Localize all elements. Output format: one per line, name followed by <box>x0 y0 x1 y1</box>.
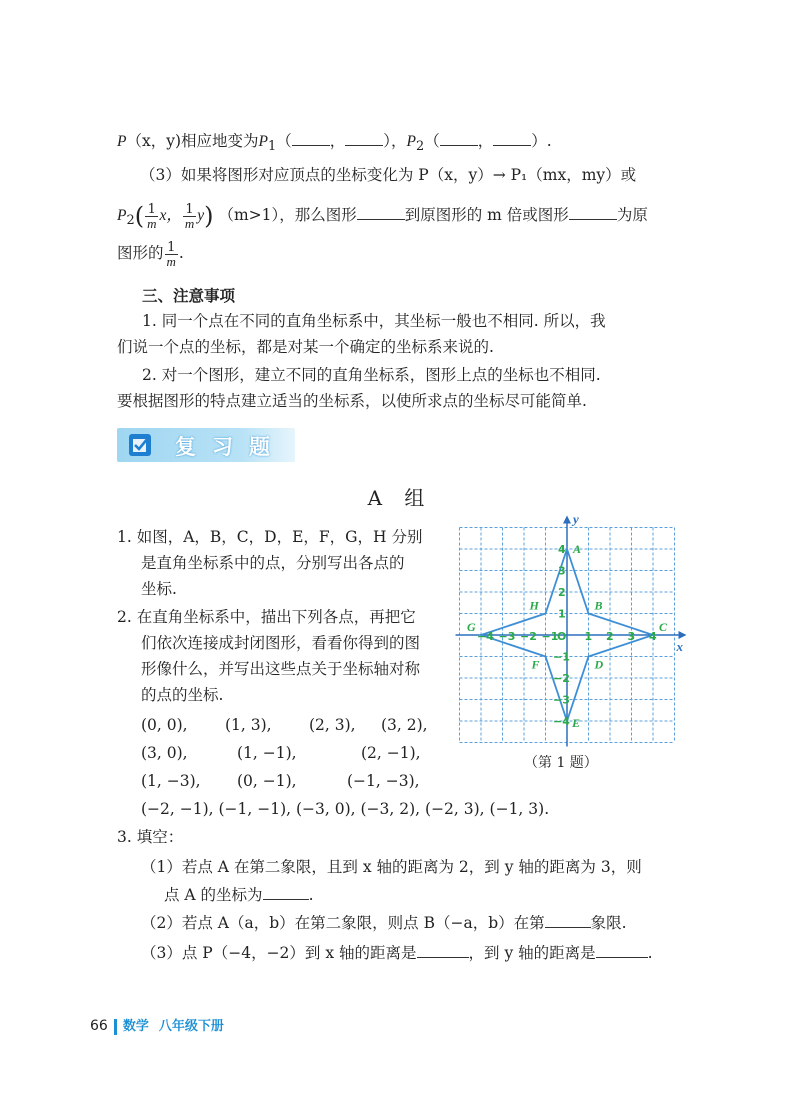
answer-blank[interactable] <box>596 943 648 958</box>
figure-caption: （第 1 题） <box>524 755 598 771</box>
y-tick-label: 4 <box>558 543 566 556</box>
y-tick-label: 3 <box>558 564 566 578</box>
text-line: （3）点 P（−4，−2）到 x 轴的距离是 ，到 y 轴的距离是 . <box>141 944 653 962</box>
text-line: 坐标. <box>141 580 177 598</box>
y-axis-arrow <box>563 516 571 524</box>
text-line: 1. 同一个点在不同的直角坐标系中，其坐标一般也不相同. 所以，我 <box>142 312 606 330</box>
answer-blank[interactable] <box>440 131 478 146</box>
x-tick-label: 2 <box>606 630 614 643</box>
x-axis-arrow <box>679 631 687 639</box>
x-tick-label: 1 <box>584 630 593 643</box>
footer-subject: 数学 <box>122 1019 149 1034</box>
text-line: 要根据图形的特点建立适当的坐标系，以使所求点的坐标尽可能简单. <box>117 392 587 410</box>
text-line: 1. 如图，A，B，C，D，E，F，G，H 分别 <box>117 528 423 546</box>
text-line: 们说一个点的坐标，都是对某一个确定的坐标系来说的. <box>117 338 494 356</box>
point-label: B <box>594 598 603 613</box>
coord-row: (−2, −1), (−1, −1), (−3, 0), (−3, 2), (−2, 3), (−1, 3). <box>141 800 550 818</box>
text-line: 图形的 $\frac{1}{m}$ . <box>117 239 184 269</box>
banner-title: 复习题 <box>175 435 286 459</box>
y-tick-label: 1 <box>558 607 566 621</box>
section-heading: 三、注意事项 <box>142 287 236 305</box>
answer-blank[interactable] <box>357 205 405 220</box>
x-tick-label: −3 <box>498 630 516 643</box>
footer-book: 八年级下册 <box>158 1019 224 1034</box>
x-tick-label: −4 <box>477 630 494 643</box>
text-line: 点 A 的坐标为 . <box>164 886 314 904</box>
text-line: 2. 在直角坐标系中，描出下列各点，再把它 <box>117 608 416 626</box>
text-line: P（x，y)相应地变为$P_1$（ ， ），$P_2$（ ， ）. <box>117 132 552 155</box>
text-line: （3）如果将图形对应顶点的坐标变化为 P（x，y）→ P₁（mx，my）或 <box>140 166 637 184</box>
page-footer <box>90 1015 224 1035</box>
x-tick-label: −1 <box>541 630 559 643</box>
text-line: 们依次连接成封闭图形，看看你得到的图 <box>141 634 421 652</box>
text-line: （2）若点 A（a，b）在第二象限，则点 B（−a，b）在第 象限. <box>141 914 627 932</box>
answer-blank[interactable] <box>569 205 617 220</box>
y-tick-label: −3 <box>553 693 570 707</box>
footer-divider <box>114 1019 117 1035</box>
y-tick-label: −2 <box>553 672 570 685</box>
x-tick-label: 4 <box>649 630 657 643</box>
coordinate-figure <box>455 511 685 750</box>
text-line: $P_2$( $\frac{1}{m}$ x， $\frac{1}{m}$ y) （m>1），那么图形 到原图形的 m 倍或图形 为原 <box>117 201 648 231</box>
y-axis-label: y <box>573 511 579 527</box>
review-banner <box>117 428 295 462</box>
point-label: A <box>573 542 582 556</box>
point-label: H <box>529 598 539 613</box>
fraction: $\frac{1}{m}$ <box>184 201 195 231</box>
point-label: F <box>531 657 540 672</box>
y-tick-label: −4 <box>553 715 570 728</box>
x-axis-label: x <box>676 639 683 654</box>
text-line: （1）若点 A 在第二象限，且到 x 轴的距离为 2，到 y 轴的距离为 3，则 <box>141 858 642 876</box>
text-line: 是直角坐标系中的点，分别写出各点的 <box>141 554 405 572</box>
answer-blank[interactable] <box>345 131 383 146</box>
text-line: 2. 对一个图形，建立不同的直角坐标系，图形上点的坐标也不相同. <box>142 366 601 384</box>
point-label: G <box>467 620 476 634</box>
point-label: E <box>572 716 581 730</box>
origin-label: O <box>557 630 567 643</box>
answer-blank[interactable] <box>292 131 330 146</box>
group-title: A 组 <box>367 486 433 510</box>
text-line: 的点的坐标. <box>141 686 224 704</box>
x-tick-label: −2 <box>520 630 537 643</box>
text-line: 3. 填空： <box>117 828 184 846</box>
x-tick-label: 3 <box>627 630 636 643</box>
y-tick-label: −1 <box>553 650 570 664</box>
answer-blank[interactable] <box>417 943 469 958</box>
page-number: 66 <box>90 1018 108 1034</box>
fraction: $\frac{1}{m}$ <box>147 201 157 231</box>
answer-blank[interactable] <box>493 131 531 146</box>
y-tick-label: 2 <box>558 586 566 599</box>
answer-blank[interactable] <box>263 885 309 900</box>
answer-blank[interactable] <box>545 913 591 928</box>
point-label: D <box>594 657 604 672</box>
checkmark-book-icon <box>129 434 151 456</box>
point-label: C <box>659 620 668 634</box>
fraction: $\frac{1}{m}$ <box>166 239 176 269</box>
text-line: 形像什么，并写出这些点关于坐标轴对称 <box>141 660 421 678</box>
